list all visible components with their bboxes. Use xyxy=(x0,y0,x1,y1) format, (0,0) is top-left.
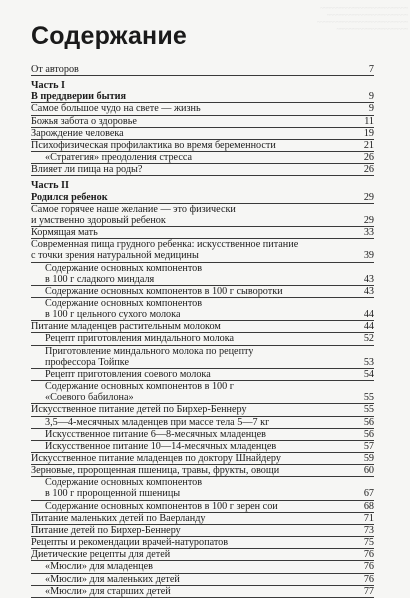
toc-entry[interactable] xyxy=(31,477,374,488)
toc-entry-title: Содержание основных компонентов в 100 г сыворотки xyxy=(45,285,283,297)
toc-entry-title: Питание маленьких детей по Ваерланду xyxy=(31,512,206,524)
toc-page-number: 60 xyxy=(363,465,374,477)
toc-entry-title: Искусственное питание 6—8-месячных младенцев xyxy=(45,428,266,440)
toc-entry-title: Содержание основных компонентов xyxy=(45,477,203,489)
table-of-contents xyxy=(31,64,374,598)
toc-page-number: 43 xyxy=(363,273,374,285)
toc-entry-title: «Мюсли» для маленьких детей xyxy=(45,573,180,585)
toc-entry[interactable] xyxy=(31,64,374,76)
toc-page-number: 71 xyxy=(363,512,374,524)
toc-entry-title: в 100 г пророщенной пшеницы xyxy=(45,488,181,500)
toc-entry[interactable] xyxy=(31,501,374,513)
toc-entry-title: Искусственное питание младенцев по доктору Шнайдеру xyxy=(31,453,281,464)
toc-entry[interactable] xyxy=(31,453,374,465)
toc-entry[interactable] xyxy=(31,488,374,500)
toc-entry[interactable] xyxy=(31,537,374,549)
toc-entry-title: «Мюсли» для младенцев xyxy=(45,561,153,573)
toc-page-number: 44 xyxy=(363,321,374,333)
toc-entry[interactable] xyxy=(31,128,374,140)
toc-page-number: 56 xyxy=(363,428,374,440)
toc-entry-title: Самое большое чудо на свете — жизнь xyxy=(31,103,201,115)
toc-entry-title: Самое горячее наше желание — это физически xyxy=(31,203,236,215)
toc-entry-title: Рецепты и рекомендации врачей-натуропатов xyxy=(31,537,229,549)
toc-entry-title: «Соевого бабилона» xyxy=(45,392,134,404)
toc-entry-title: Божья забота о здоровье xyxy=(31,115,137,127)
toc-page-number: 68 xyxy=(363,500,374,512)
toc-page-number: 43 xyxy=(363,285,374,297)
toc-entry-title: В преддверии бытия xyxy=(31,91,126,103)
toc-entry-title: Диетические рецепты для детей xyxy=(31,549,171,561)
toc-entry[interactable] xyxy=(31,250,374,262)
toc-entry[interactable] xyxy=(31,116,374,128)
toc-page-number: 76 xyxy=(363,549,374,561)
toc-page-number: 75 xyxy=(363,537,374,549)
toc-entry-title: Зерновые, пророщенная пшеница, травы, фрукты, овощи xyxy=(31,465,280,477)
toc-entry-title: Влияет ли пища на роды? xyxy=(31,164,143,176)
toc-section-heading[interactable] xyxy=(31,180,374,191)
toc-entry[interactable] xyxy=(31,561,374,573)
toc-entry-title: Зарождение человека xyxy=(31,127,124,139)
toc-entry-title: с точки зрения натуральной медицины xyxy=(31,250,199,262)
toc-entry-title: Искусственное питание детей по Бирхер-Беннеру xyxy=(31,404,247,416)
toc-entry-title: Содержание основных компонентов в 100 г зерен сои xyxy=(45,500,278,512)
toc-page-number: 55 xyxy=(363,404,374,416)
toc-entry[interactable] xyxy=(31,298,374,309)
toc-entry-title: Питание младенцев растительным молоком xyxy=(31,321,221,333)
toc-page-number: 7 xyxy=(368,64,374,75)
toc-page-number: 9 xyxy=(368,91,374,103)
toc-page-number: 76 xyxy=(363,573,374,585)
toc-entry[interactable] xyxy=(31,274,374,286)
toc-page-number: 56 xyxy=(363,416,374,428)
toc-entry-title: Современная пища грудного ребенка: искусственное питание xyxy=(31,239,299,251)
toc-entry-title: в 100 г цельного сухого молока xyxy=(45,309,181,321)
toc-page-number: 53 xyxy=(363,356,374,368)
toc-entry-title: Искусственное питание 10—14-месячных младенцев xyxy=(45,440,277,452)
toc-entry[interactable] xyxy=(31,417,374,429)
toc-entry[interactable] xyxy=(31,140,374,152)
toc-entry[interactable] xyxy=(31,441,374,453)
toc-entry[interactable] xyxy=(31,152,374,164)
toc-page-number: 67 xyxy=(363,488,374,500)
toc-entry-title: Питание детей по Бирхер-Беннеру xyxy=(31,524,181,536)
toc-page-number: 54 xyxy=(363,368,374,380)
toc-entry[interactable] xyxy=(31,574,374,586)
toc-entry[interactable] xyxy=(31,263,374,274)
toc-section-heading[interactable] xyxy=(31,80,374,91)
toc-entry-title: и умственно здоровый ребенок xyxy=(31,214,166,226)
toc-entry[interactable] xyxy=(31,286,374,298)
toc-entry[interactable] xyxy=(31,164,374,176)
toc-entry-title: Кормящая мать xyxy=(31,227,98,239)
toc-page-number: 19 xyxy=(363,127,374,139)
toc-entry[interactable] xyxy=(31,586,374,598)
toc-entry[interactable] xyxy=(31,513,374,525)
toc-entry-title: Приготовление миндального молока по рецепту xyxy=(45,345,254,357)
toc-page-number: 52 xyxy=(363,333,374,345)
toc-page-number: 57 xyxy=(363,440,374,452)
toc-entry[interactable] xyxy=(31,381,374,392)
page-title: Содержание xyxy=(31,22,188,50)
toc-entry-title: профессора Тойпке xyxy=(45,356,129,368)
toc-page-number: 9 xyxy=(368,103,374,115)
toc-entry-title: 3,5—4-месячных младенцев при массе тела 5—7 кг xyxy=(45,416,270,428)
toc-entry-title: Содержание основных компонентов xyxy=(45,262,203,274)
toc-entry[interactable] xyxy=(31,549,374,561)
toc-entry-title: в 100 г сладкого миндаля xyxy=(45,273,155,285)
toc-entry-title: Родился ребенок xyxy=(31,191,108,203)
toc-page-number: 59 xyxy=(363,453,374,464)
toc-entry[interactable] xyxy=(31,429,374,441)
toc-page-number: 33 xyxy=(363,227,374,239)
toc-entry[interactable] xyxy=(31,227,374,239)
toc-entry-title: Психофизическая профилактика во время беременности xyxy=(31,139,276,151)
toc-entry[interactable] xyxy=(31,369,374,381)
toc-entry-title: Рецепт приготовления соевого молока xyxy=(45,368,211,380)
toc-entry[interactable] xyxy=(31,346,374,357)
toc-entry-title: От авторов xyxy=(31,64,79,75)
toc-entry-title: «Мюсли» для старших детей xyxy=(45,585,171,597)
toc-page-number: 29 xyxy=(363,191,374,203)
toc-page-number: 55 xyxy=(363,392,374,404)
toc-section-heading[interactable] xyxy=(31,91,374,103)
toc-entry[interactable] xyxy=(31,404,374,416)
toc-entry[interactable] xyxy=(31,465,374,477)
toc-entry[interactable] xyxy=(31,357,374,369)
toc-section-heading[interactable] xyxy=(31,192,374,204)
toc-entry[interactable] xyxy=(31,103,374,115)
toc-page-number: 44 xyxy=(363,309,374,321)
toc-entry-title: Содержание основных компонентов xyxy=(45,297,203,309)
toc-entry-title: Содержание основных компонентов в 100 г xyxy=(45,381,234,393)
toc-entry-title: Часть I xyxy=(31,80,65,92)
toc-page-number: 73 xyxy=(363,524,374,536)
toc-entry[interactable] xyxy=(31,239,374,250)
toc-page-number: 39 xyxy=(363,250,374,262)
toc-page-number: 76 xyxy=(363,561,374,573)
toc-page-number: 26 xyxy=(363,164,374,176)
toc-entry[interactable] xyxy=(31,333,374,345)
toc-entry[interactable] xyxy=(31,525,374,537)
toc-entry-title: «Стратегия» преодоления стресса xyxy=(45,152,193,164)
toc-entry-title: Рецепт приготовления миндального молока xyxy=(45,333,235,345)
toc-entry-title: Часть II xyxy=(31,180,69,192)
bleed-through-text: ~~~~~~~~~~~~~~~~~~~~~~~~~~~ ~~~~~~~~~~~~~~~~~~~~~~~~~ ~~~~~~~~~~~~~~~~~~~~~~~~~~~~ ~~~~~~~~~~~~~~~~~~~~~~ xyxy=(317,6,408,33)
toc-page-number: 77 xyxy=(363,585,374,597)
toc-entry[interactable] xyxy=(31,321,374,333)
toc-entry[interactable] xyxy=(31,392,374,404)
toc-page-number: 21 xyxy=(363,139,374,151)
toc-entry[interactable] xyxy=(31,215,374,227)
toc-page-number: 26 xyxy=(363,152,374,164)
toc-page-number: 29 xyxy=(363,214,374,226)
toc-entry[interactable] xyxy=(31,204,374,215)
toc-page-number: 11 xyxy=(364,115,374,127)
toc-entry[interactable] xyxy=(31,309,374,321)
